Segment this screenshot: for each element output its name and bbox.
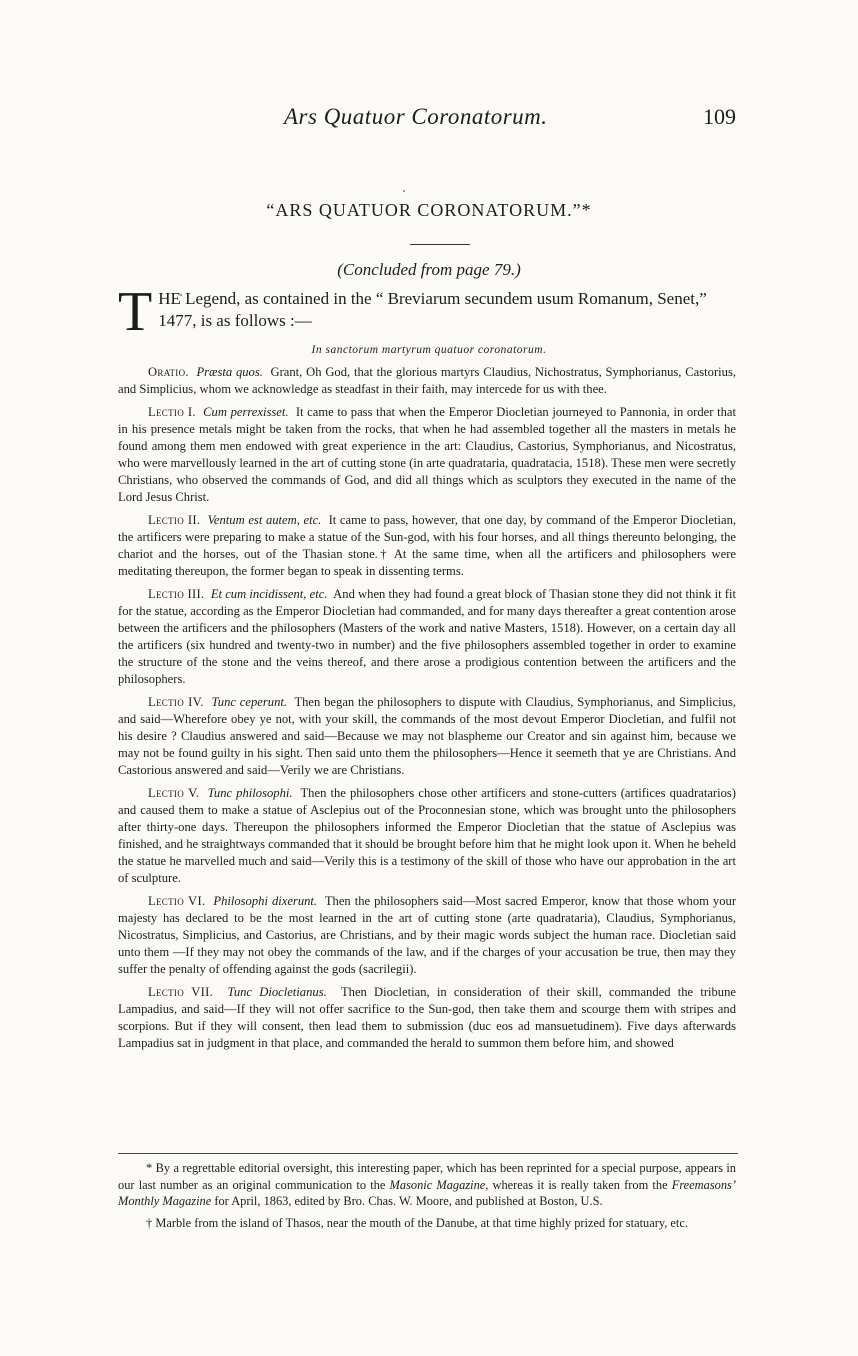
paragraph-lectio-6	[118, 893, 736, 978]
paragraph-label: Lectio I.	[148, 405, 196, 419]
paragraph-text: It came to pass that when the Emperor Diocletian journeyed to Pannonia, in order that in his presence metals might be taken from the rocks, that when he had assembled together all the masters in metals he found among them men endowed with great experience in the art: Claudius, Castorius, Symphorianus, and Nicostratus, who were marvellously learned in the art of cutting stone (in arte quadrataria, quadratacia, 1518). These men were secretly Christians, who observed the commands of God, and did all things which as sculptors they executed in the name of the Lord Jesus Christ.	[118, 405, 736, 504]
intro-text: HE Legend, as contained in the “ Breviarum secundem usum Romanum, Senet,” 1477, is as follows :—	[158, 289, 707, 330]
paragraph-incipit: Ventum est autem, etc.	[207, 513, 322, 527]
paragraph-lectio-3	[118, 586, 736, 688]
footnote-marker: †	[146, 1215, 153, 1230]
footnote-text: Marble from the island of Thasos, near the mouth of the Danube, at that time highly prized for statuary, etc.	[155, 1215, 688, 1230]
footnote-italic-title: Freemasons’ Monthly Magazine	[118, 1177, 736, 1208]
paragraph-text: Then the philosophers chose other artificers and stone-cutters (artifices quadratarios) and caused them to make a statue of Asclepius out of the Proconnesian stone, which was brought unto the philosophers after thirty-one days. Thereupon the philosophers informed the Emperor Diocletian that the statue of Asclepius was finished, and he straightways commanded that it should be brought before him that he might look upon it. When he beheld the statue he marvelled much and said—Verily this is a testimony of the skill of those who have our approbation in the art of sculpture.	[118, 786, 737, 885]
footnote-text: whereas it is really taken from the	[488, 1177, 672, 1192]
footnote-2	[118, 1215, 736, 1232]
intro-paragraph	[118, 281, 738, 343]
drop-cap: T	[118, 281, 153, 343]
footnote-1	[118, 1160, 736, 1210]
paragraph-label: Lectio VII.	[148, 985, 214, 999]
article-body	[118, 364, 736, 1058]
paragraph-label: Lectio II.	[148, 513, 201, 527]
paragraph-incipit: Et cum incidissent, etc.	[210, 587, 328, 601]
paragraph-lectio-5	[118, 785, 736, 887]
paragraph-text: Grant, Oh God, that the glorious martyrs Claudius, Nichostratus, Symphorianus, Castorius, and Simplicius, whom we acknowledge as steadfast in their faith, may intercede for us with thee.	[118, 365, 736, 396]
paragraph-incipit: Tunc ceperunt.	[211, 695, 288, 709]
article-subtitle: (Concluded from page 79.)	[337, 260, 521, 279]
print-speck	[403, 190, 405, 192]
paragraph-incipit: Tunc Diocletianus.	[227, 985, 327, 999]
footnote-text: for April, 1863, edited by Bro. Chas. W. Moore, and published at Boston, U.S.	[211, 1194, 603, 1208]
paragraph-incipit: Philosophi dixerunt.	[213, 894, 318, 908]
footnotes	[118, 1160, 736, 1236]
rubric: In sanctorum martyrum quatuor coronatorum.	[311, 344, 547, 356]
paragraph-lectio-2	[118, 512, 736, 580]
paragraph-label: Oratio.	[148, 365, 189, 379]
footnote-marker: *	[146, 1161, 153, 1175]
running-head	[0, 104, 858, 134]
paragraph-label: Lectio VI.	[148, 894, 206, 908]
footnote-italic-title: Masonic Magazine,	[389, 1177, 489, 1192]
paragraph-text: And when they had found a great block of Thasian stone they did not think it fit for the statue, according as the Emperor Diocletian had commanded, and for many days thereafter a great contention arose between the artificers and the philosophers (Masters of the work and native Masters, 1518). However, on a certain day all the artificers (six hundred and twenty-two in number) and the five philosophers assembled together in order to examine the structure of the stone and the veins thereof, and there arose a prodigious contention between the artificers and the philosophers.	[118, 587, 736, 686]
page-number: 109	[703, 104, 736, 129]
paragraph-label: Lectio IV.	[148, 695, 204, 709]
paragraph-label: Lectio V.	[148, 786, 200, 800]
footnote-text: By a regrettable editorial oversight, this interesting paper, which has been reprinted for a special purpose, appears in our last number as an original communication to the	[118, 1161, 736, 1192]
paragraph-lectio-4	[118, 694, 736, 779]
paragraph-text: Then Diocletian, in consideration of their skill, commanded the tribune Lampadius, and said—If they will not offer sacrifice to the Sun-god, then take them and scourge them with stripes and scorpions. But if they will consent, then lead them to submission (duc eos ad mansuetudinem). Five days afterwards Lampadius sat in judgment in that place, and commanded the herald to summon them before him, and showed	[118, 985, 736, 1050]
paragraph-incipit: Tunc philosophi.	[207, 786, 293, 800]
running-title: Ars Quatuor Coronatorum.	[284, 104, 548, 129]
paragraph-incipit: Præsta quos.	[196, 365, 263, 379]
paragraph-label: Lectio III.	[148, 587, 205, 601]
paragraph-text: Then began the philosophers to dispute with Claudius, Symphorianus, and Simplicius, and said—Wherefore obey ye not, with your skill, the commands of the most devout Emperor Diocletian, and fulfil not his desire ? Claudius answered and said—Because we may not blaspheme our Creator and sin against him, because we may not be found guilty in his sight. Then said unto them the philosophers—Hence it seemeth that ye are Christians. And Castorious answered and said—Verily we are Christians.	[118, 695, 736, 777]
paragraph-oratio	[118, 364, 736, 398]
paragraph-text: Then the philosophers said—Most sacred Emperor, know that those whom your majesty has declared to be the most learned in the art of cutting stone (arte quadrataria), Claudius, Symphorianus, Nicostratus, Simplicius, and Castorius, are Christians, and by their magic words subject the human race. Diocletian said unto them —If they may not obey the commands of the law, and if the charges of your accusation be true, then may they suffer the penalty of offending against the gods (sacrilegii).	[118, 894, 737, 976]
article-title: “ARS QUATUOR CORONATORUM.”*	[266, 200, 592, 220]
paragraph-lectio-1	[118, 404, 736, 506]
footnote-rule	[118, 1153, 738, 1154]
title-rule	[410, 244, 470, 245]
paragraph-lectio-7	[118, 984, 736, 1052]
paragraph-text: It came to pass, however, that one day, by command of the Emperor Diocletian, the artificers were preparing to make a statue of the Sun-god, with his four horses, and all things thereunto belonging, the chariot and the horses, out of the Thasian stone.† At the same time, when all the artificers and philosophers were meditating thereupon, the former began to speak in dissenting terms.	[118, 513, 737, 578]
paragraph-incipit: Cum perrexisset.	[203, 405, 289, 419]
